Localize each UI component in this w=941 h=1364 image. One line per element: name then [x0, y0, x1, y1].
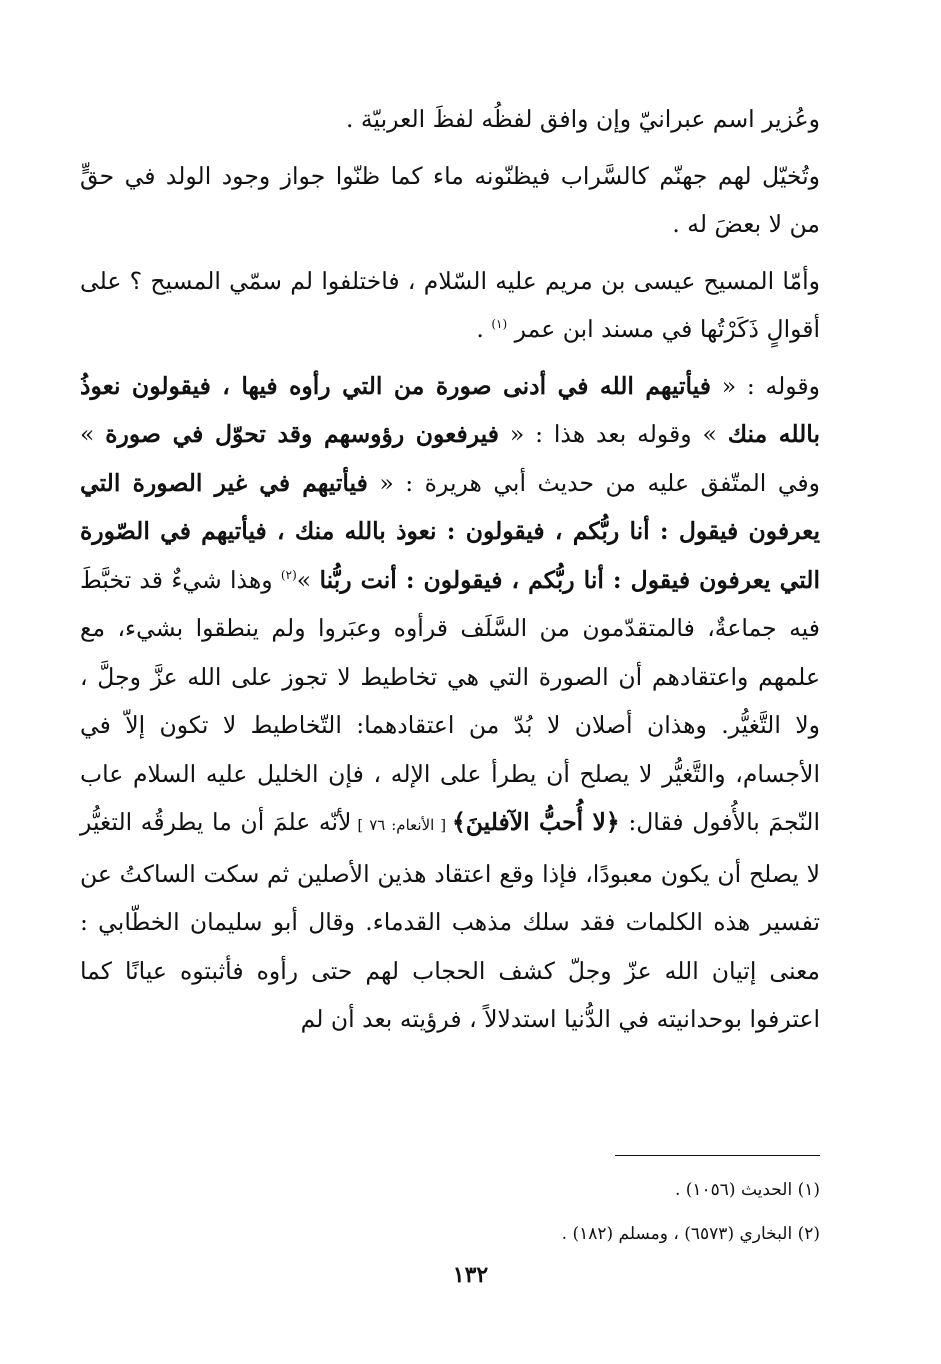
hadith-connector-2: » وفي المتّفق عليه من حديث أبي هريرة : «: [80, 420, 820, 497]
footnote-2: (٢) البخاري (٦٥٧٣) ، ومسلم (١٨٢) .: [561, 1224, 820, 1244]
hadith-intro: وقوله : «: [711, 371, 820, 400]
page-number: ١٣٢: [452, 1262, 489, 1288]
commentary-text: وهذا شيءٌ قد تخبَّطَ فيه جماعةٌ، فالمتقدّمون من السَّلَف قرأوه وعبَروا ولم ينطقوا بشيء، مع علمهم واعتقادهم أن الصورة التي هي تخاطيط لا تجوز على الله عزَّ وجلَّ ، ولا التَّغيُّر. وهذان أصلان لا بُدّ من اعتقادهما: التّخاطيط لا تكون إلاّ في الأجسام، والتَّغيُّر لا يصلح أن يطرأ على الإله ، فإن الخليل عليه السلام عاب النّجمَ بالأُفول فقال:: [80, 565, 820, 836]
page-body: [80, 95, 820, 1044]
footnote-ref-1[interactable]: (١): [491, 317, 508, 332]
footnotes: [80, 1168, 820, 1256]
hadith-close: »: [296, 565, 320, 594]
paragraph-messiah-end: .: [476, 315, 492, 343]
hadith-quote-1: فيأتيهم الله في أدنى صورة من التي رأوه فيها ، فيقولون نعوذُ بالله منك: [80, 371, 820, 448]
footnote-ref-2[interactable]: (٢): [280, 567, 297, 582]
hadith-quote-2: فيرفعون رؤوسهم وقد تحوّل في صورة: [105, 420, 500, 448]
quran-reference: [ الأنعام: ٧٦ ]: [351, 816, 452, 834]
paragraph-uzair: وعُزير اسم عبرانيّ وإن وافق لفظُه لفظَ العربيّة .: [345, 105, 820, 133]
commentary-continued: لأنّه علمَ أن ما يطرقُه التغيُّر لا يصلح أن يكون معبودًا، فإذا وقع اعتقاد هذين الأصلين ثم سكت الساكتُ عن تفسير هذه الكلمات فقد سلك مذهب القدماء. وقال أبو سليمان الخطّابي : معنى إتيان الله عزّ وجلّ كشف الحجاب لهم حتى رأوه فأثبتوه عيانًا كما اعترفوا بوحدانيته في الدُّنيا استدلالاً ، فرؤيته بعد أن لم: [80, 808, 820, 1033]
hadith-quote-3: فيأتيهم في غير الصورة التي يعرفون فيقول : أنا ربُّكم ، فيقولون : نعوذ بالله منك ، فيأتيهم في الصّورة التي يعرفون فيقول : أنا ربُّكم ، فيقولون : أنت ربُّنا: [80, 468, 820, 594]
quran-verse: ﴿لا أُحبُّ الآفلينَ﴾: [452, 808, 620, 836]
footnote-1: (١) الحديث (١٠٥٦) .: [674, 1180, 820, 1200]
paragraph-messiah-text: وأمّا المسيح عيسى بن مريم عليه السّلام ، فاختلفوا لم سمّي المسيح ؟ على أقوالٍ ذَكَرْتُها في مسند ابن عمر: [80, 266, 820, 343]
footnote-separator: [615, 1155, 820, 1156]
paragraph-messiah: [80, 257, 820, 354]
paragraph-mirage: وتُخيّل لهم جهنّم كالسَّراب فيظنّونه ماء كما ظنّوا جواز وجود الولد في حقٍّ من لا بعضَ له .: [80, 161, 820, 238]
hadith-connector-1: » وقوله بعد هذا : «: [499, 420, 728, 448]
paragraph-hadith: [80, 362, 820, 1044]
